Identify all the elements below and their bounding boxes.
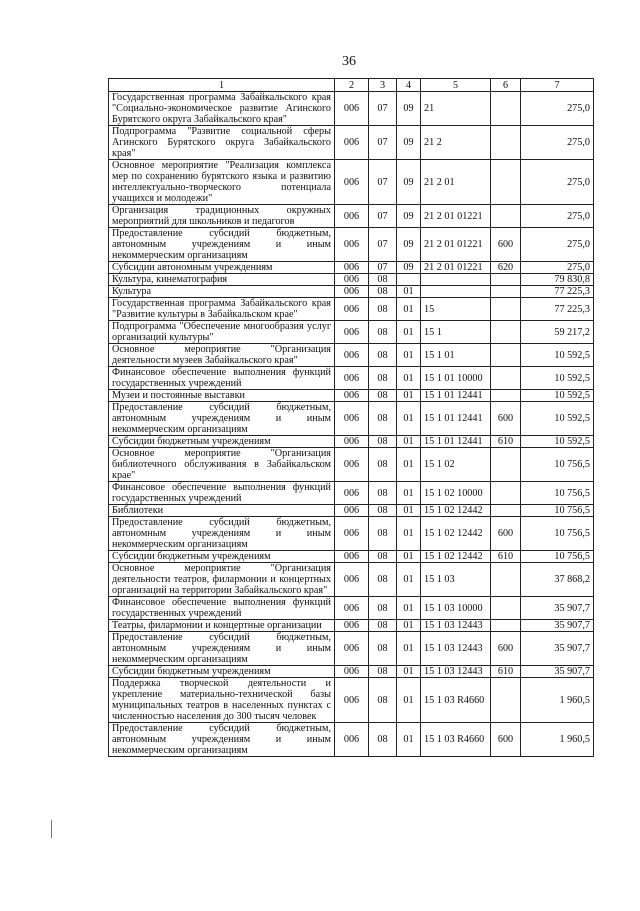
row-code-grbs: 006 <box>335 563 369 597</box>
row-code-grbs: 006 <box>335 678 369 723</box>
row-name: Предоставление субсидий бюджетным, автономным учреждениям и иным некоммерческим организациям <box>109 402 335 436</box>
row-code-target: 21 2 01 01221 <box>421 228 491 262</box>
page-number: 36 <box>342 54 356 69</box>
row-code-target: 15 1 03 <box>421 563 491 597</box>
row-code-section: 08 <box>369 448 397 482</box>
row-code-expense-type <box>491 563 521 597</box>
row-code-subsection: 09 <box>397 228 421 262</box>
row-code-subsection: 01 <box>397 286 421 298</box>
row-code-grbs: 006 <box>335 620 369 632</box>
row-code-grbs: 006 <box>335 126 369 160</box>
row-amount: 35 907,7 <box>521 666 594 678</box>
row-code-section: 07 <box>369 228 397 262</box>
row-name: Подпрограмма "Обеспечение многообразия услуг организаций культуры" <box>109 321 335 344</box>
row-amount: 275,0 <box>521 205 594 228</box>
row-code-expense-type: 600 <box>491 723 521 757</box>
row-code-target: 15 1 02 12442 <box>421 505 491 517</box>
row-code-target: 15 1 03 12443 <box>421 632 491 666</box>
row-amount: 10 756,5 <box>521 448 594 482</box>
row-code-expense-type <box>491 390 521 402</box>
row-code-subsection: 01 <box>397 367 421 390</box>
table-row <box>109 205 594 228</box>
row-amount: 59 217,2 <box>521 321 594 344</box>
row-code-grbs: 006 <box>335 666 369 678</box>
row-code-grbs: 006 <box>335 92 369 126</box>
table-row <box>109 632 594 666</box>
row-code-target: 21 2 01 01221 <box>421 205 491 228</box>
row-code-grbs: 006 <box>335 160 369 205</box>
row-code-subsection: 01 <box>397 632 421 666</box>
row-code-section: 08 <box>369 517 397 551</box>
header-cell: 7 <box>521 79 594 92</box>
row-code-section: 08 <box>369 723 397 757</box>
row-code-expense-type <box>491 160 521 205</box>
row-code-expense-type <box>491 126 521 160</box>
row-code-expense-type <box>491 505 521 517</box>
row-code-grbs: 006 <box>335 597 369 620</box>
row-code-target <box>421 286 491 298</box>
row-amount: 10 756,5 <box>521 517 594 551</box>
row-code-subsection <box>397 274 421 286</box>
row-code-section: 08 <box>369 597 397 620</box>
table-row <box>109 390 594 402</box>
row-amount: 275,0 <box>521 92 594 126</box>
row-amount: 10 756,5 <box>521 505 594 517</box>
row-code-target: 15 1 01 12441 <box>421 436 491 448</box>
row-code-subsection: 01 <box>397 436 421 448</box>
row-code-expense-type <box>491 286 521 298</box>
row-code-expense-type: 610 <box>491 666 521 678</box>
row-amount: 10 592,5 <box>521 344 594 367</box>
row-code-section: 07 <box>369 92 397 126</box>
row-amount: 1 960,5 <box>521 723 594 757</box>
row-name: Субсидии бюджетным учреждениям <box>109 551 335 563</box>
row-code-section: 08 <box>369 298 397 321</box>
row-code-target: 15 1 03 R4660 <box>421 678 491 723</box>
row-amount: 275,0 <box>521 160 594 205</box>
row-code-subsection: 01 <box>397 298 421 321</box>
row-code-expense-type: 600 <box>491 632 521 666</box>
row-code-target: 21 <box>421 92 491 126</box>
row-code-section: 08 <box>369 436 397 448</box>
row-name: Государственная программа Забайкальского края "Развитие культуры в Забайкальском крае" <box>109 298 335 321</box>
table-row <box>109 505 594 517</box>
row-name: Музеи и постоянные выставки <box>109 390 335 402</box>
row-code-section: 08 <box>369 620 397 632</box>
row-code-target: 15 1 03 R4660 <box>421 723 491 757</box>
row-name: Предоставление субсидий бюджетным, автономным учреждениям и иным некоммерческим организациям <box>109 517 335 551</box>
table-row <box>109 448 594 482</box>
row-code-target: 15 1 01 <box>421 344 491 367</box>
row-code-target: 15 1 02 12442 <box>421 517 491 551</box>
row-name: Поддержка творческой деятельности и укрепление материально-технической базы муниципальных театров в населенных пунктах с численностью населения до 300 тысяч человек <box>109 678 335 723</box>
row-code-subsection: 01 <box>397 597 421 620</box>
row-name: Субсидии бюджетным учреждениям <box>109 666 335 678</box>
row-code-section: 08 <box>369 482 397 505</box>
row-amount: 35 907,7 <box>521 620 594 632</box>
table-row <box>109 160 594 205</box>
row-name: Культура, кинематография <box>109 274 335 286</box>
row-code-grbs: 006 <box>335 723 369 757</box>
row-code-subsection: 01 <box>397 402 421 436</box>
row-amount: 275,0 <box>521 228 594 262</box>
row-code-target: 15 1 01 10000 <box>421 367 491 390</box>
row-code-target: 21 2 <box>421 126 491 160</box>
row-code-expense-type <box>491 92 521 126</box>
row-code-section: 08 <box>369 274 397 286</box>
row-code-target: 15 1 01 12441 <box>421 390 491 402</box>
row-code-expense-type <box>491 274 521 286</box>
row-code-section: 08 <box>369 286 397 298</box>
row-code-subsection: 01 <box>397 344 421 367</box>
row-amount: 10 756,5 <box>521 482 594 505</box>
row-code-grbs: 006 <box>335 298 369 321</box>
row-code-grbs: 006 <box>335 505 369 517</box>
table-row <box>109 367 594 390</box>
table-row <box>109 402 594 436</box>
row-amount: 1 960,5 <box>521 678 594 723</box>
header-cell: 2 <box>335 79 369 92</box>
row-code-expense-type: 600 <box>491 402 521 436</box>
row-amount: 79 830,8 <box>521 274 594 286</box>
row-code-expense-type: 600 <box>491 517 521 551</box>
row-code-expense-type <box>491 321 521 344</box>
header-cell: 3 <box>369 79 397 92</box>
row-code-subsection: 09 <box>397 126 421 160</box>
row-code-section: 08 <box>369 505 397 517</box>
row-code-expense-type <box>491 448 521 482</box>
row-amount: 10 592,5 <box>521 367 594 390</box>
row-code-expense-type <box>491 678 521 723</box>
row-amount: 10 756,5 <box>521 551 594 563</box>
table-row <box>109 620 594 632</box>
row-name: Субсидии бюджетным учреждениям <box>109 436 335 448</box>
row-name: Основное мероприятие "Реализация комплекса мер по сохранению бурятского языка и развитию интеллектуально-творческого потенциала учащихся и молодежи" <box>109 160 335 205</box>
row-code-grbs: 006 <box>335 286 369 298</box>
row-name: Предоставление субсидий бюджетным, автономным учреждениям и иным некоммерческим организациям <box>109 632 335 666</box>
row-code-section: 08 <box>369 563 397 597</box>
row-code-subsection: 09 <box>397 160 421 205</box>
row-name: Финансовое обеспечение выполнения функций государственных учреждений <box>109 597 335 620</box>
row-code-target: 15 1 02 10000 <box>421 482 491 505</box>
row-code-expense-type <box>491 298 521 321</box>
row-code-grbs: 006 <box>335 274 369 286</box>
row-amount: 10 592,5 <box>521 390 594 402</box>
row-code-subsection: 01 <box>397 620 421 632</box>
row-name: Подпрограмма "Развитие социальной сферы Агинского Бурятского округа Забайкальского края" <box>109 126 335 160</box>
table-row <box>109 321 594 344</box>
row-code-expense-type <box>491 344 521 367</box>
row-code-subsection: 01 <box>397 517 421 551</box>
row-code-expense-type: 600 <box>491 228 521 262</box>
table-row <box>109 678 594 723</box>
row-name: Культура <box>109 286 335 298</box>
row-code-grbs: 006 <box>335 344 369 367</box>
row-name: Библиотеки <box>109 505 335 517</box>
row-code-section: 07 <box>369 126 397 160</box>
row-code-grbs: 006 <box>335 228 369 262</box>
row-code-target: 15 1 03 10000 <box>421 597 491 620</box>
row-name: Основное мероприятие "Организация деятельности музеев Забайкальского края" <box>109 344 335 367</box>
row-code-section: 08 <box>369 390 397 402</box>
header-cell: 5 <box>421 79 491 92</box>
table-row <box>109 344 594 367</box>
table-row <box>109 482 594 505</box>
row-name: Финансовое обеспечение выполнения функций государственных учреждений <box>109 482 335 505</box>
row-code-grbs: 006 <box>335 632 369 666</box>
row-code-target: 15 1 01 12441 <box>421 402 491 436</box>
row-code-subsection: 01 <box>397 390 421 402</box>
row-code-grbs: 006 <box>335 321 369 344</box>
row-code-expense-type <box>491 620 521 632</box>
row-code-subsection: 01 <box>397 448 421 482</box>
row-amount: 275,0 <box>521 262 594 274</box>
header-row <box>109 79 594 92</box>
row-amount: 77 225,3 <box>521 286 594 298</box>
table-row <box>109 274 594 286</box>
row-code-section: 08 <box>369 402 397 436</box>
header-cell: 1 <box>109 79 335 92</box>
row-code-section: 08 <box>369 666 397 678</box>
table-row <box>109 597 594 620</box>
table-row <box>109 262 594 274</box>
row-code-expense-type: 620 <box>491 262 521 274</box>
row-code-subsection: 01 <box>397 551 421 563</box>
row-code-subsection: 09 <box>397 262 421 274</box>
row-amount: 10 592,5 <box>521 436 594 448</box>
row-amount: 10 592,5 <box>521 402 594 436</box>
row-code-grbs: 006 <box>335 205 369 228</box>
row-name: Организация традиционных окружных мероприятий для школьников и педагогов <box>109 205 335 228</box>
table-row <box>109 723 594 757</box>
row-code-target: 15 1 <box>421 321 491 344</box>
row-name: Основное мероприятие "Организация библиотечного обслуживания в Забайкальском крае" <box>109 448 335 482</box>
row-code-subsection: 01 <box>397 321 421 344</box>
budget-table <box>108 78 594 757</box>
table-row <box>109 563 594 597</box>
row-code-section: 08 <box>369 321 397 344</box>
header-cell: 6 <box>491 79 521 92</box>
row-code-target: 15 1 02 12442 <box>421 551 491 563</box>
row-name: Предоставление субсидий бюджетным, автономным учреждениям и иным некоммерческим организациям <box>109 723 335 757</box>
row-code-subsection: 09 <box>397 205 421 228</box>
row-name: Субсидии автономным учреждениям <box>109 262 335 274</box>
row-code-grbs: 006 <box>335 367 369 390</box>
row-code-grbs: 006 <box>335 482 369 505</box>
table-row <box>109 92 594 126</box>
header-cell: 4 <box>397 79 421 92</box>
row-code-section: 08 <box>369 551 397 563</box>
row-code-target: 15 1 03 12443 <box>421 666 491 678</box>
row-code-grbs: 006 <box>335 262 369 274</box>
row-code-section: 08 <box>369 632 397 666</box>
table-row <box>109 551 594 563</box>
table-row <box>109 228 594 262</box>
row-code-subsection: 01 <box>397 723 421 757</box>
row-code-expense-type <box>491 205 521 228</box>
row-name: Театры, филармонии и концертные организации <box>109 620 335 632</box>
row-name: Предоставление субсидий бюджетным, автономным учреждениям и иным некоммерческим организациям <box>109 228 335 262</box>
row-amount: 37 868,2 <box>521 563 594 597</box>
row-code-subsection: 01 <box>397 666 421 678</box>
table-row <box>109 436 594 448</box>
row-amount: 77 225,3 <box>521 298 594 321</box>
row-amount: 275,0 <box>521 126 594 160</box>
row-code-grbs: 006 <box>335 436 369 448</box>
table-row <box>109 298 594 321</box>
row-code-section: 08 <box>369 367 397 390</box>
table-row <box>109 286 594 298</box>
row-amount: 35 907,7 <box>521 597 594 620</box>
row-code-grbs: 006 <box>335 448 369 482</box>
row-code-section: 07 <box>369 160 397 205</box>
row-code-section: 07 <box>369 205 397 228</box>
row-code-grbs: 006 <box>335 402 369 436</box>
row-code-section: 08 <box>369 344 397 367</box>
row-code-subsection: 01 <box>397 482 421 505</box>
row-code-expense-type: 610 <box>491 551 521 563</box>
row-code-target: 21 2 01 <box>421 160 491 205</box>
row-code-section: 07 <box>369 262 397 274</box>
row-name: Основное мероприятие "Организация деятельности театров, филармонии и концертных организаций на территории Забайкальского края" <box>109 563 335 597</box>
table-row <box>109 517 594 551</box>
row-code-grbs: 006 <box>335 517 369 551</box>
row-code-target <box>421 274 491 286</box>
row-code-expense-type <box>491 367 521 390</box>
row-code-expense-type: 610 <box>491 436 521 448</box>
row-code-target: 21 2 01 01221 <box>421 262 491 274</box>
row-name: Финансовое обеспечение выполнения функций государственных учреждений <box>109 367 335 390</box>
row-code-target: 15 <box>421 298 491 321</box>
row-code-expense-type <box>491 482 521 505</box>
row-amount: 35 907,7 <box>521 632 594 666</box>
row-code-target: 15 1 02 <box>421 448 491 482</box>
row-code-grbs: 006 <box>335 551 369 563</box>
row-name: Государственная программа Забайкальского края "Социально-экономическое развитие Агинского Бурятского округа Забайкальского края" <box>109 92 335 126</box>
scan-mark <box>51 820 52 838</box>
row-code-grbs: 006 <box>335 390 369 402</box>
row-code-target: 15 1 03 12443 <box>421 620 491 632</box>
row-code-expense-type <box>491 597 521 620</box>
row-code-subsection: 09 <box>397 92 421 126</box>
row-code-subsection: 01 <box>397 563 421 597</box>
row-code-subsection: 01 <box>397 678 421 723</box>
table-row <box>109 126 594 160</box>
table-row <box>109 666 594 678</box>
row-code-subsection: 01 <box>397 505 421 517</box>
row-code-section: 08 <box>369 678 397 723</box>
